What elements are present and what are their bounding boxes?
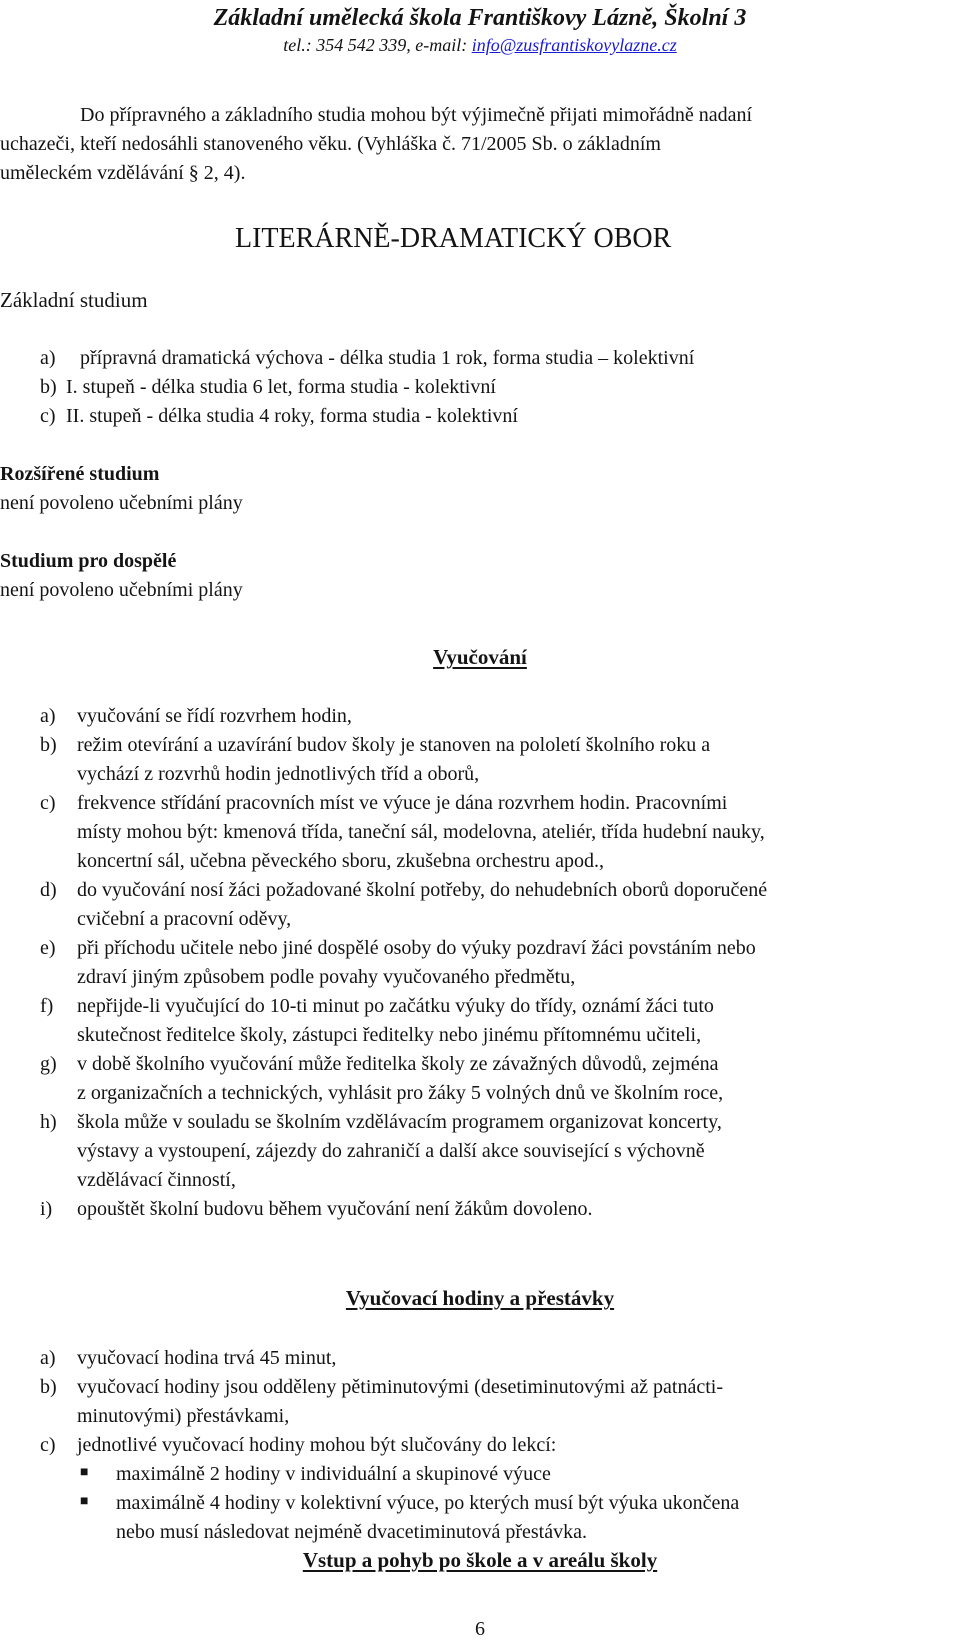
vyuc-f-line-2: skutečnost ředitelce školy, zástupci ředitelky nebo jinému přítomnému učiteli, xyxy=(77,1024,702,1046)
studium-dospele-text: není povoleno učebními plány xyxy=(0,579,243,601)
contact-prefix: tel.: 354 542 339, e-mail: xyxy=(283,35,472,55)
vyuc-d-line-2: cvičební a pracovní oděvy, xyxy=(77,908,292,930)
intro-line-2: uchazeči, kteří nedosáhli stanoveného věku. (Vyhláška č. 71/2005 Sb. o základním xyxy=(0,133,661,155)
hod-label-c: c) xyxy=(40,1434,56,1456)
vstup-heading: Vstup a pohyb po škole a v areálu školy xyxy=(302,1548,658,1572)
hod-b-line-2: minutovými) přestávkami, xyxy=(77,1405,290,1427)
hod-a-line-1: vyučovací hodina trvá 45 minut, xyxy=(77,1347,337,1369)
vyuc-d-line-1: do vyučování nosí žáci požadované školní potřeby, do nehudebních oborů doporučené xyxy=(77,879,768,901)
intro-line-1: Do přípravného a základního studia mohou být výjimečně přijati mimořádně nadaní xyxy=(80,104,753,126)
obor-item-label-c: c) xyxy=(40,405,56,427)
obor-title: LITERÁRNĚ-DRAMATICKÝ OBOR xyxy=(235,223,672,254)
obor-item-label-a: a) xyxy=(40,347,56,369)
vyuc-i-line-1: opouštět školní budovu během vyučování není žákům dovoleno. xyxy=(77,1198,593,1220)
bullet-1-line-1: maximálně 2 hodiny v individuální a skupinové výuce xyxy=(116,1463,551,1485)
rozsirene-studium-label: Rozšířené studium xyxy=(0,463,160,485)
vyuc-label-e: e) xyxy=(40,937,56,959)
obor-item-a: přípravná dramatická výchova - délka studia 1 rok, forma studia – kolektivní xyxy=(80,347,695,369)
obor-item-c: II. stupeň - délka studia 4 roky, forma studia - kolektivní xyxy=(66,405,518,427)
intro-line-3: uměleckém vzdělávání § 2, 4). xyxy=(0,162,246,184)
bullet-2-line-1: maximálně 4 hodiny v kolektivní výuce, po kterých musí být výuka ukončena xyxy=(116,1492,740,1514)
contact-line xyxy=(0,36,960,54)
vyuc-h-line-1: škola může v souladu se školním vzdělávacím programem organizovat koncerty, xyxy=(77,1111,722,1133)
school-name-header: Základní umělecká škola Františkovy Lázně, Školní 3 xyxy=(213,5,747,31)
studium-dospele-label: Studium pro dospělé xyxy=(0,550,177,572)
vyuc-c-line-2: místy mohou být: kmenová třída, taneční sál, modelovna, ateliér, třída hudební nauky, xyxy=(77,821,765,843)
vyuc-label-h: h) xyxy=(40,1111,57,1133)
hod-c-line-1: jednotlivé vyučovací hodiny mohou být slučovány do lekcí: xyxy=(77,1434,557,1456)
vyuc-label-d: d) xyxy=(40,879,57,901)
hod-label-b: b) xyxy=(40,1376,57,1398)
vyuc-label-b: b) xyxy=(40,734,57,756)
square-bullet-icon: ■ xyxy=(80,1494,89,1509)
vyuc-h-line-3: vzdělávací činností, xyxy=(77,1169,236,1191)
vyuc-label-i: i) xyxy=(40,1198,53,1220)
vyuc-f-line-1: nepřijde-li vyučující do 10-ti minut po začátku výuky do třídy, oznámí žáci tuto xyxy=(77,995,714,1017)
vyuc-b-line-2: vychází z rozvrhů hodin jednotlivých tříd a oborů, xyxy=(77,763,480,785)
obor-item-b: I. stupeň - délka studia 6 let, forma studia - kolektivní xyxy=(66,376,496,398)
vyuc-a-line-1: vyučování se řídí rozvrhem hodin, xyxy=(77,705,352,727)
vyuc-b-line-1: režim otevírání a uzavírání budov školy je stanoven na pololetí školního roku a xyxy=(77,734,711,756)
vyuc-c-line-3: koncertní sál, učebna pěveckého sboru, zkušebna orchestru apod., xyxy=(77,850,605,872)
vyuc-label-c: c) xyxy=(40,792,56,814)
vyuc-label-g: g) xyxy=(40,1053,57,1075)
vyuc-c-line-1: frekvence střídání pracovních míst ve výuce je dána rozvrhem hodin. Pracovními xyxy=(77,792,728,814)
obor-item-label-b: b) xyxy=(40,376,57,398)
hod-label-a: a) xyxy=(40,1347,56,1369)
email-link[interactable]: info@zusfrantiskovylazne.cz xyxy=(471,35,677,55)
vyuc-g-line-1: v době školního vyučování může ředitelka školy ze závažných důvodů, zejména xyxy=(77,1053,719,1075)
vyucovani-heading: Vyučování xyxy=(433,645,527,669)
bullet-2-line-2: nebo musí následovat nejméně dvacetiminutová přestávka. xyxy=(116,1521,587,1543)
vyuc-e-line-2: zdraví jiným způsobem podle povahy vyučovaného předmětu, xyxy=(77,966,576,988)
hod-b-line-1: vyučovací hodiny jsou odděleny pětiminutovými (desetiminutovými až patnácti- xyxy=(77,1376,723,1398)
vyuc-g-line-2: z organizačních a technických, vyhlásit pro žáky 5 volných dnů ve školním roce, xyxy=(77,1082,724,1104)
page-number: 6 xyxy=(475,1618,485,1640)
zakladni-studium-label: Základní studium xyxy=(0,288,148,312)
hodiny-heading: Vyučovací hodiny a přestávky xyxy=(345,1286,615,1310)
vyuc-e-line-1: při příchodu učitele nebo jiné dospělé osoby do výuky pozdraví žáci povstáním nebo xyxy=(77,937,756,959)
vyuc-h-line-2: výstavy a vystoupení, zájezdy do zahraničí a další akce související s výchovně xyxy=(77,1140,705,1162)
square-bullet-icon: ■ xyxy=(80,1465,89,1480)
vyuc-label-f: f) xyxy=(40,995,54,1017)
vyuc-label-a: a) xyxy=(40,705,56,727)
rozsirene-studium-text: není povoleno učebními plány xyxy=(0,492,243,514)
